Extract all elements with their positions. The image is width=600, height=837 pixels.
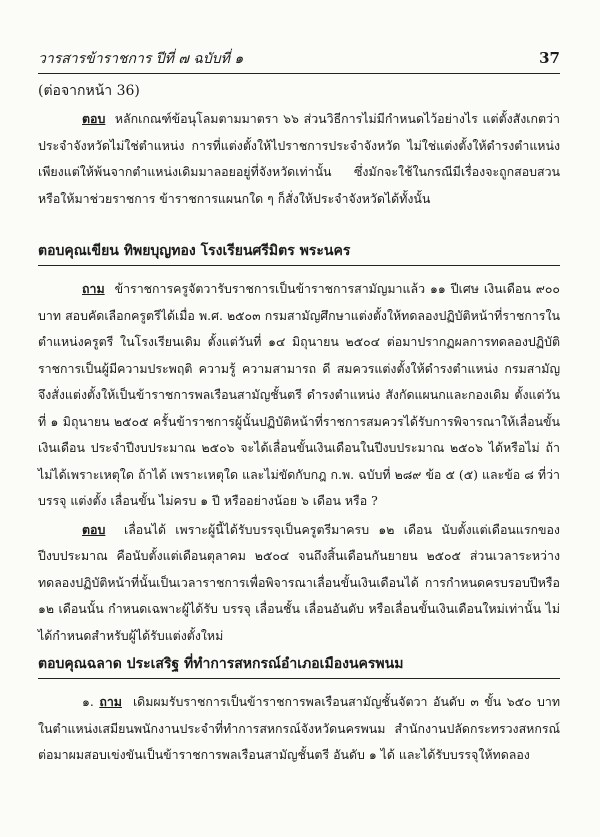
heading-rule	[38, 678, 560, 679]
journal-title: วารสารข้าราชการ ปีที่ ๗ ฉบับที่ ๑	[38, 51, 244, 67]
question-label: ถาม	[82, 281, 105, 296]
page-number: 37	[539, 49, 560, 67]
question-text: ข้าราชการครูจัตวารับราชการเป็นข้าราชการสามัญมาแล้ว ๑๑ ปีเศษ เงินเดือน ๙๐๐ บาท สอบคัดเลือกครูตรีได้เมื่อ พ.ศ. ๒๕๐๓ กรมสามัญศึกษาแต่งตั้งให้ทดลองปฏิบัติหน้าที่ราชการในตำแหน่งครูตรี ในโรงเรียนเดิม ตั้งแต่วันที่ ๑๔ มิถุนายน ๒๕๐๔ ต่อมาปรากฏผลการทดลองปฏิบัติราชการเป็นผู้มีความประพฤติ ความรู้ ความสามารถ ดี สมควรแต่งตั้งให้ดำรงตำแหน่ง กรมสามัญจึงสั่งแต่งตั้งให้เป็นข้าราชการพลเรือนสามัญชั้นตรี ดำรงตำแหน่ง สังกัดแผนกและกองเดิม ตั้งแต่วันที่ ๑ มิถุนายน ๒๕๐๕ ครั้นข้าราชการผู้นั้นปฏิบัติหน้าที่ราชการสมควรได้รับการพิจารณาให้เลื่อนขั้นเงินเดือน ประจำปีงบประมาณ ๒๕๐๖ จะได้เลื่อนขั้นเงินเดือนในปีงบประมาณ ๒๕๐๖ ได้หรือไม่ ถ้าไม่ได้เพราะเหตุใด ถ้าได้ เพราะเหตุใด และไม่ขัดกับกฎ ก.พ. ฉบับที่ ๒๘๙ ข้อ ๕ (๕) และข้อ ๘ ที่ว่าบรรจุ แต่งตั้ง เลื่อนขั้น ไม่ครบ ๑ ปี หรืออย่างน้อย ๖ เดือน หรือ ?	[38, 281, 560, 508]
continued-note: (ต่อจากหน้า 36)	[38, 83, 140, 99]
answer-text: หลักเกณฑ์ข้อนุโลมตามมาตรา ๖๖ ส่วนวิธีการไม่มีกำหนดไว้อย่างไร แต่ตั้งสังเกตว่า ประจำจังหวัดไม่ใช่ตำแหน่ง การที่แต่งตั้งให้ไปราชการประจำจังหวัด ไม่ใช่แต่งตั้งให้ดำรงตำแหน่ง เพียงแต่ให้พ้นจากตำแหน่งเดิมมาลอยอยู่ที่จังหวัดเท่านั้น ซึ่งมักจะใช้ในกรณีมีเรื่องจะถูกสอบสวน หรือให้มาช่วยราชการ ข้าราชการแผนกใด ๆ ก็สั่งให้ประจำจังหวัดได้ทั้งนั้น	[38, 111, 560, 206]
question-label: ถาม	[99, 694, 122, 709]
answer-text: เลื่อนได้ เพราะผู้นี้ได้รับบรรจุเป็นครูตรีมาครบ ๑๒ เดือน นับตั้งแต่เดือนแรกของปีงบประมาณ คือนับตั้งแต่เดือนตุลาคม ๒๕๐๔ จนถึงสิ้นเดือนกันยายน ๒๕๐๕ ส่วนเวลาระหว่างทดลองปฏิบัติหน้าที่นั้นเป็นเวลาราชการเพื่อพิจารณาเลื่อนขั้นเงินเดือนได้ การกำหนดครบรอบปีหรือ ๑๒ เดือนนั้น กำหนดเฉพาะผู้ได้รับ บรรจุ เลื่อนชั้น เลื่อนอันดับ หรือเลื่อนขั้นเงินเดือนใหม่เท่านั้น ไม่ได้กำหนดสำหรับผู้ได้รับแต่งตั้งใหม่	[38, 521, 560, 643]
section-heading: ตอบคุณเขียน ทิพยบุญทอง โรงเรียนศรีมิตร พระนคร	[38, 243, 351, 259]
answer-label: ตอบ	[82, 111, 106, 126]
question-text: เดิมผมรับราชการเป็นข้าราชการพลเรือนสามัญชั้นจัตวา อันดับ ๓ ขั้น ๖๕๐ บาท ในตำแหน่งเสมียนพนักงานประจำที่ทำการสหกรณ์จังหวัดนครพนม สำนักงานปลัดกระทรวงสหกรณ์ ต่อมาผมสอบเข่งขันเป็นข้าราชการพลเรือนสามัญชั้นตรี อันดับ ๑ ได้ และได้รับบรรจุให้ทดลอง	[38, 694, 560, 762]
item-number: ๑.	[82, 694, 94, 709]
answer-label: ตอบ	[82, 521, 106, 537]
section-heading: ตอบคุณฉลาด ประเสริฐ ที่ทำการสหกรณ์อำเภอเมืองนครพนม	[38, 656, 404, 672]
running-header	[38, 48, 560, 74]
question-paragraph	[38, 689, 560, 769]
question-paragraph	[38, 276, 560, 515]
heading-rule	[38, 265, 560, 266]
answer-paragraph	[38, 106, 560, 212]
answer-paragraph	[38, 517, 560, 650]
